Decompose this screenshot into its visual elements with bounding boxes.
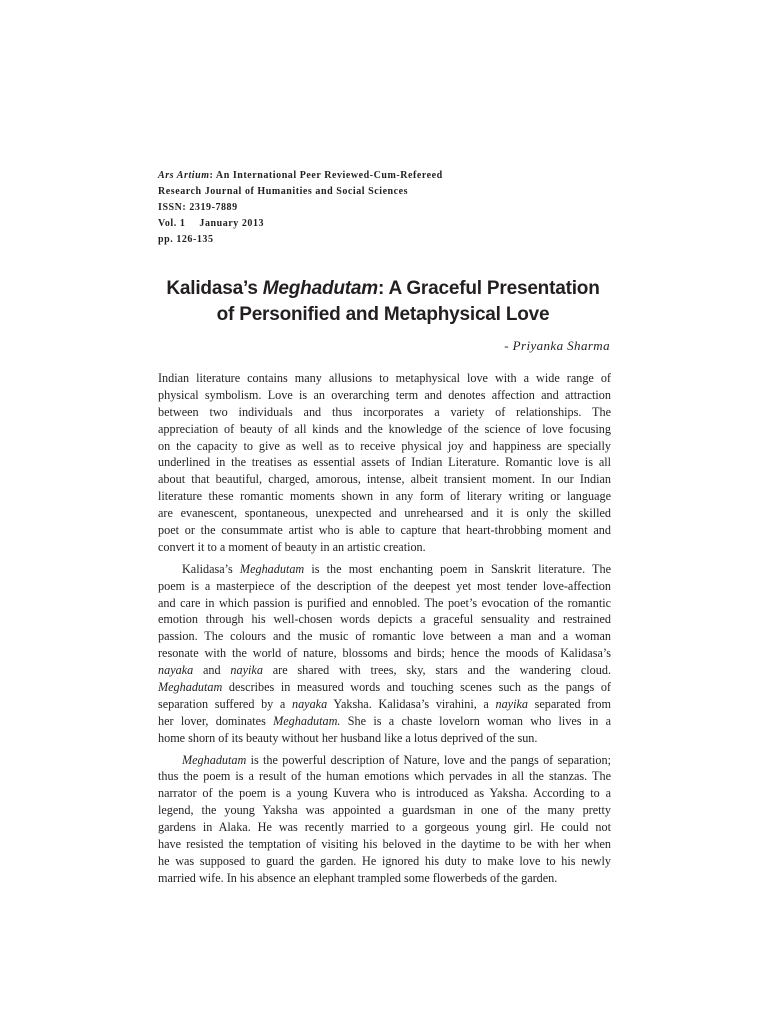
text-line: emotion through his well-chosen words depicts a graceful sensuality and restrained xyxy=(158,612,611,627)
paragraph-2 xyxy=(158,561,611,747)
article-title-suffix: : A Graceful Presentation xyxy=(377,278,600,299)
text-line: married wife. In his absence an elephant trampled some flowerbeds of the garden. xyxy=(158,870,558,885)
paragraph-3 xyxy=(158,752,611,887)
text-line xyxy=(158,696,611,713)
text-line: he was supposed to guard the garden. He ignored his duty to make love to his newly xyxy=(158,853,611,868)
journal-name: Ars Artium xyxy=(158,170,210,181)
journal-subtitle-1: : An International Peer Reviewed-Cum-Refereed xyxy=(209,170,443,181)
article-title-line-2: of Personified and Metaphysical Love xyxy=(216,304,550,325)
text-line: thus the poem is a result of the human emotions which pervades in all the stanzas. The xyxy=(158,769,611,784)
text-line: appreciation of beauty of all kinds and the knowledge of the science of love focusing xyxy=(158,421,611,436)
italic-run: nayaka xyxy=(291,696,328,711)
text-line xyxy=(158,752,611,769)
text-line: between two individuals and thus incorporates a variety of relationships. The xyxy=(158,404,611,419)
text-line: are evanescent, spontaneous, unexpected and unrehearsed and it is only the skilled xyxy=(158,506,611,521)
text-line: convert it to a moment of beauty in an artistic creation. xyxy=(158,539,426,554)
text-line: physical symbolism. Love is an overarching term and denotes affection and attraction xyxy=(158,387,611,402)
text-run: Kalidasa’s xyxy=(182,561,240,576)
text-run: Yaksha. Kalidasa’s virahini, a xyxy=(327,696,496,711)
text-run: is the powerful description of Nature, love and the pangs of separation; xyxy=(246,752,611,767)
text-line xyxy=(158,662,611,679)
article-title-work: Meghadutam xyxy=(262,278,378,299)
text-run: separation suffered by a xyxy=(158,696,292,711)
italic-run: nayika xyxy=(495,696,528,711)
italic-run: Meghadutam xyxy=(158,680,223,695)
italic-run: Meghadutam xyxy=(239,561,305,576)
paragraph-1 xyxy=(158,370,611,556)
text-line: legend, the young Yaksha was appointed a guardsman in one of the many pretty xyxy=(158,803,611,818)
text-line: passion. The colours and the music of romantic love between a man and a woman xyxy=(158,629,611,644)
text-line: home shorn of its beauty without her husband like a lotus deprived of the sun. xyxy=(158,730,538,745)
text-line: gardens in Alaka. He was recently married to a gorgeous young girl. He could not xyxy=(158,820,611,835)
journal-pages: pp. 126-135 xyxy=(158,234,214,245)
italic-run: Meghadutam. xyxy=(273,713,341,728)
article-body xyxy=(158,370,611,887)
text-run: describes in measured words and touching scenes such as the pangs of xyxy=(222,680,611,695)
text-line: poet or the consummate artist who is able to capture that heart-throbbing moment and xyxy=(158,523,611,538)
text-line: poem is a masterpiece of the description of the deepest yet most tender love-affection xyxy=(158,578,611,593)
text-line xyxy=(158,679,611,696)
journal-header xyxy=(158,168,618,248)
journal-volume-line xyxy=(158,216,618,232)
italic-run: Meghadutam xyxy=(182,752,247,767)
text-line: literature these romantic moments shown in any form of literary writing or language xyxy=(158,489,611,504)
article-title xyxy=(150,276,616,328)
text-run: are shared with trees, sky, stars and the wandering cloud. xyxy=(262,663,611,678)
text-line: Indian literature contains many allusions to metaphysical love with a wide range of xyxy=(158,371,611,385)
text-run: and xyxy=(193,663,231,678)
text-run: separated from xyxy=(527,696,611,711)
text-line: have resisted the temptation of visiting his beloved in the daytime to be with her when xyxy=(158,837,611,852)
italic-run: nayika xyxy=(230,663,263,678)
text-run: She is a chaste lovelorn woman who lives in a xyxy=(340,713,611,728)
text-line: and care in which passion is purified and ennobled. The poet’s evocation of the romantic xyxy=(158,595,611,610)
article-title-prefix: Kalidasa’s xyxy=(166,278,263,299)
text-line xyxy=(158,713,611,730)
italic-run: nayaka xyxy=(158,663,194,678)
text-line xyxy=(158,561,611,578)
text-line: narrator of the poem is a young Kuvera who is introduced as Yaksha. According to a xyxy=(158,786,611,801)
text-line: on the capacity to give as well as to receive physical joy and happiness are specially xyxy=(158,438,611,453)
text-run: is the most enchanting poem in Sanskrit literature. The xyxy=(304,561,611,576)
text-line: underlined in the treatises as essential assets of Indian Literature. Romantic love is all xyxy=(158,455,611,470)
text-run: her lover, dominates xyxy=(158,713,274,728)
article-title-line-1 xyxy=(150,276,616,302)
journal-date: January 2013 xyxy=(199,218,265,229)
journal-volume: Vol. 1 xyxy=(158,218,186,229)
journal-issn: ISSN: 2319-7889 xyxy=(158,202,238,213)
text-line: resonate with the world of nature, blossoms and birds; hence the moods of Kalidasa’s xyxy=(158,646,611,661)
journal-title-line xyxy=(158,168,618,184)
journal-subtitle-2: Research Journal of Humanities and Social Sciences xyxy=(158,186,409,197)
article-author: - Priyanka Sharma xyxy=(504,338,610,353)
text-line: about that beautiful, charged, amorous, intense, albeit transient moment. In our Indian xyxy=(158,472,611,487)
